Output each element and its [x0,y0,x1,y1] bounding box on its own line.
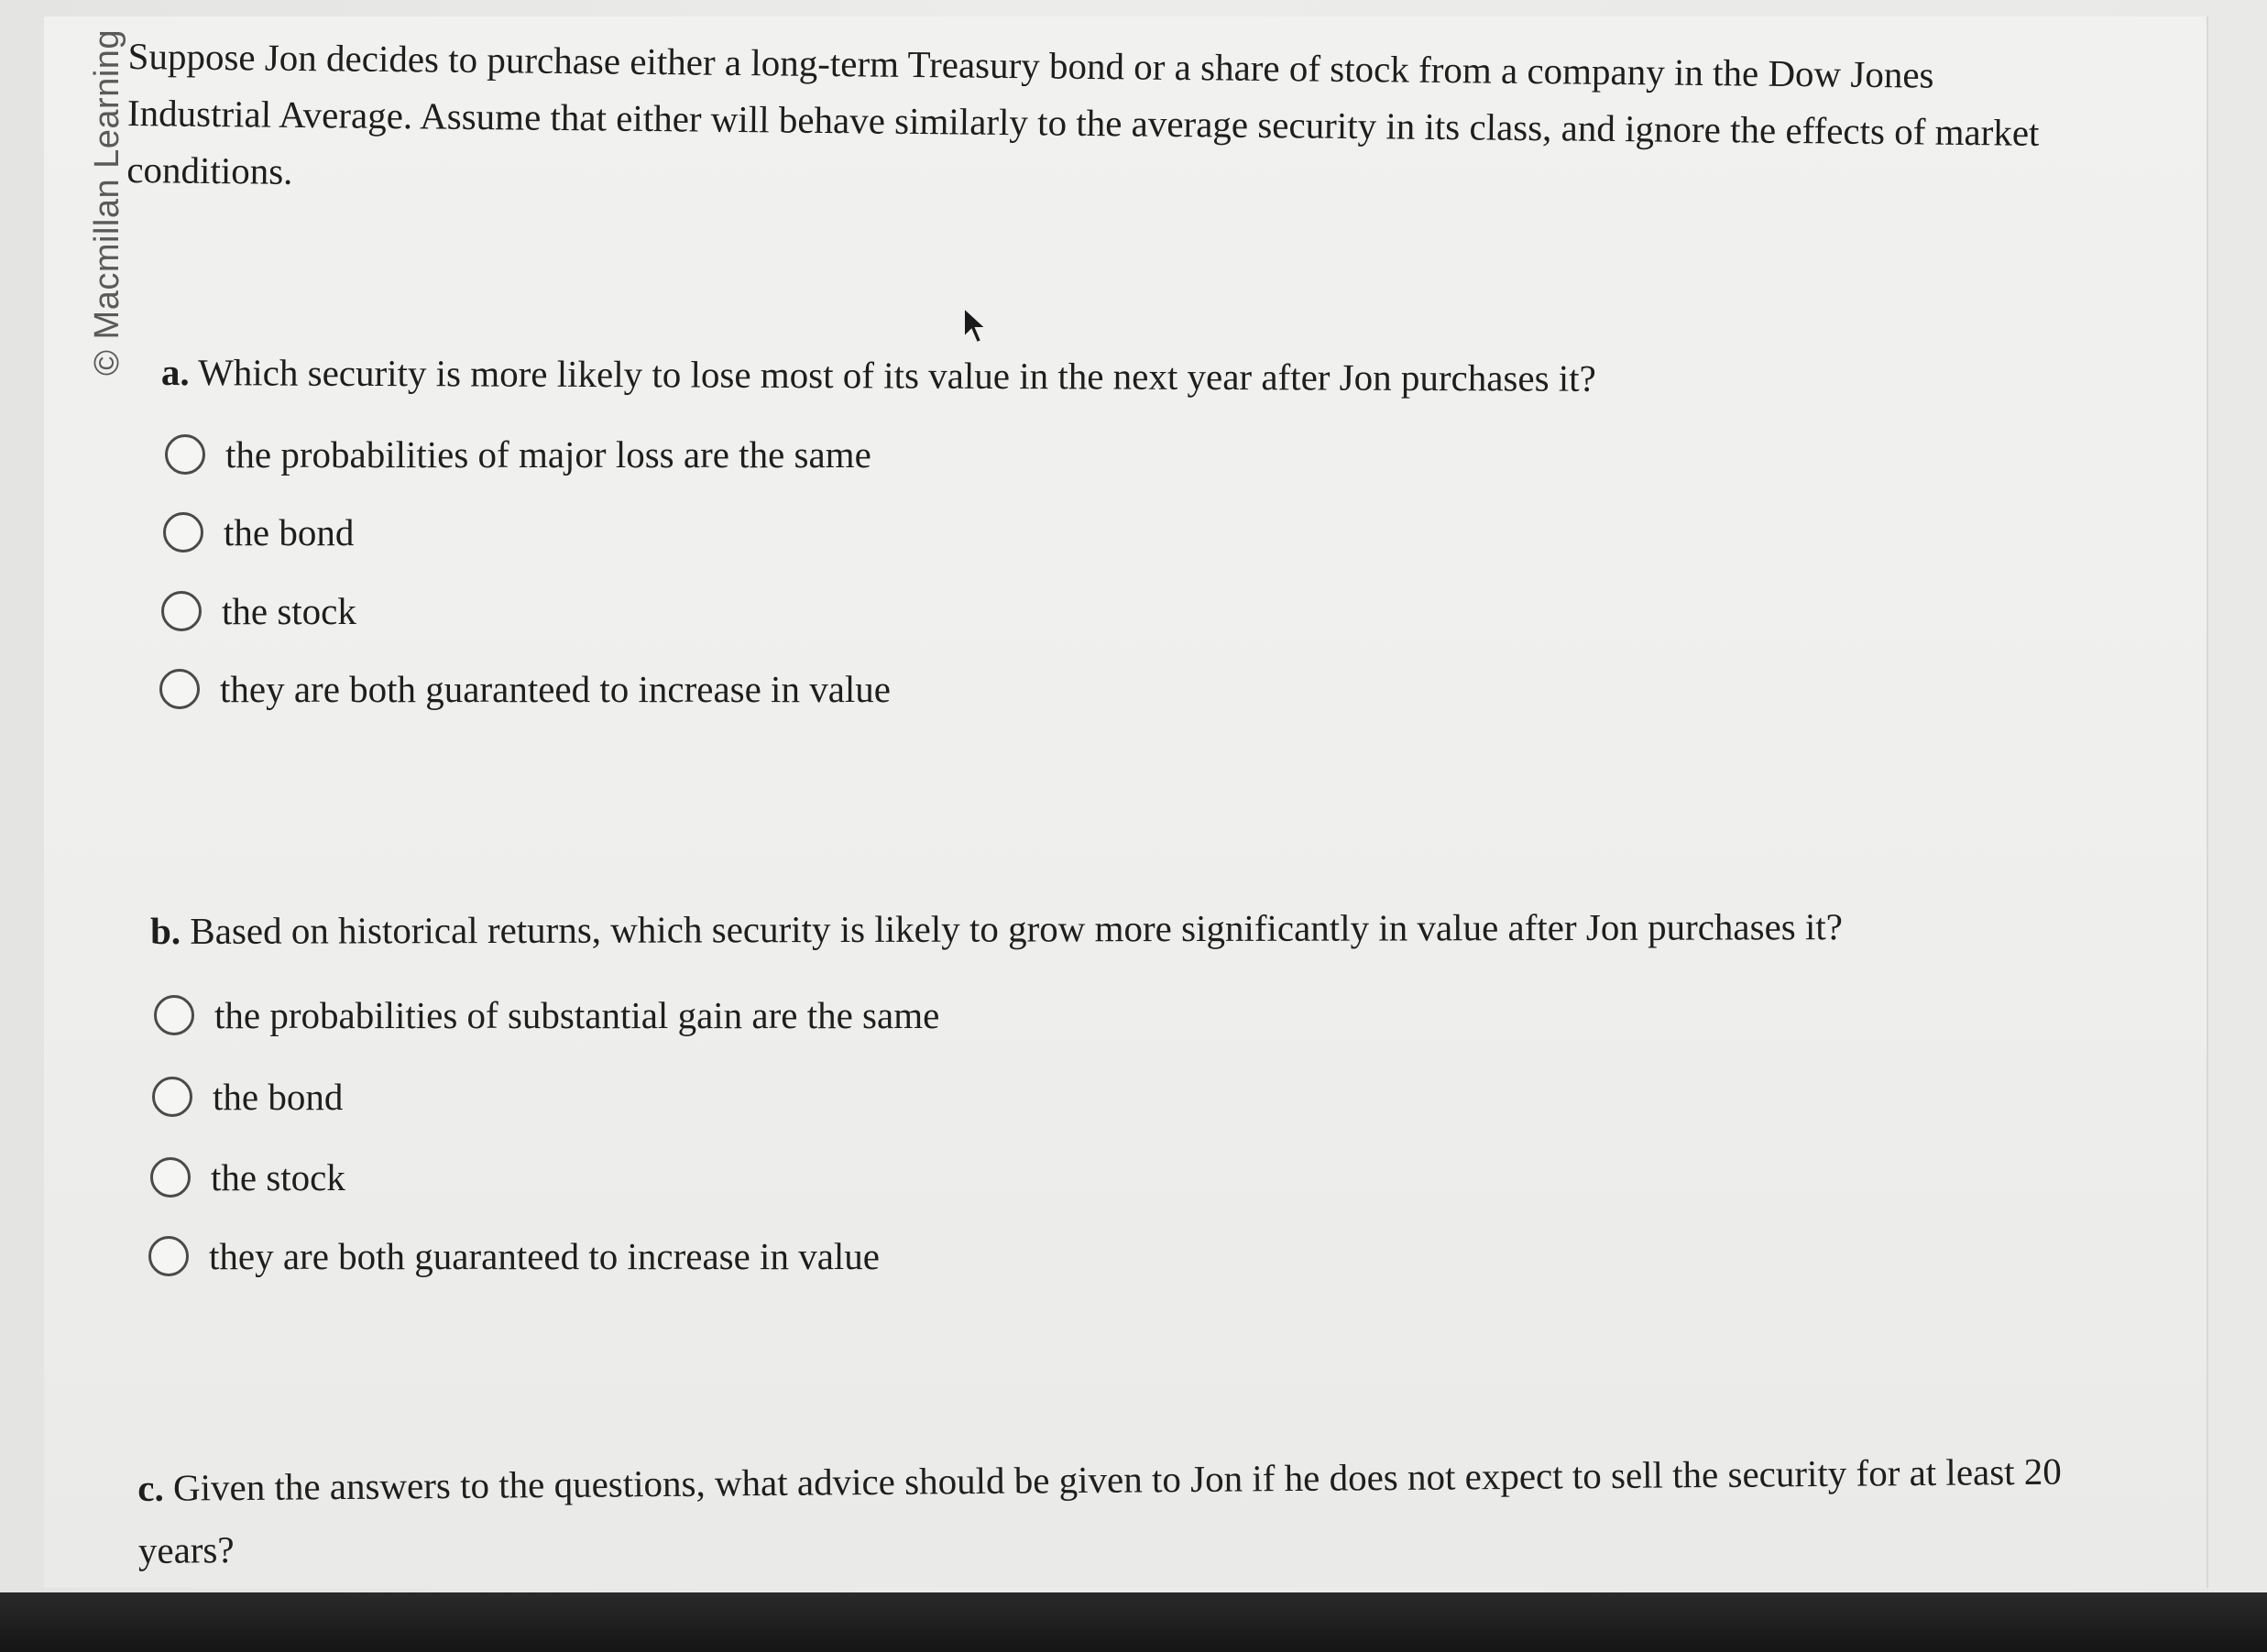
option-label: the bond [224,511,355,553]
monitor-bezel [0,1592,2267,1652]
radio-button[interactable] [163,512,203,552]
question-a-letter: a. [160,350,190,394]
option-label: the probabilities of major loss are the same [225,433,871,476]
question-b [150,901,1843,957]
radio-button[interactable] [148,1236,189,1276]
option-label: they are both guaranteed to increase in value [220,668,891,710]
option-label: they are both guaranteed to increase in value [209,1235,880,1277]
radio-button[interactable] [154,995,194,1035]
question-b-option-1[interactable] [154,990,939,1041]
radio-button[interactable] [150,1157,191,1198]
question-c [137,1439,2118,1581]
radio-button[interactable] [152,1077,192,1117]
question-a-text: Which security is more likely to lose most of its value in the next year after Jon purchases it? [198,351,1596,399]
question-a-option-3[interactable] [161,585,356,637]
question-b-letter: b. [150,909,181,952]
question-a-option-2[interactable] [163,507,354,558]
question-c-letter: c. [137,1466,164,1509]
option-label: the bond [213,1076,344,1118]
question-a-option-1[interactable] [165,429,871,480]
option-label: the probabilities of substantial gain are the same [214,994,940,1036]
question-panel [44,16,2208,1588]
question-b-text: Based on historical returns, which security is likely to grow more significantly in value after Jon purchases it? [190,905,1843,952]
question-b-option-2[interactable] [152,1071,343,1122]
problem-statement: Suppose Jon decides to purchase either a long-term Treasury bond or a share of stock from a company in the Dow Jones Industrial Average. Assume that either will behave similarly to the average security in its class, and ignore the effects of market conditions. [126,34,2040,192]
question-b-option-4[interactable] [148,1231,880,1282]
radio-button[interactable] [165,434,205,475]
copyright-watermark: © Macmillan Learning [88,28,126,376]
mouse-pointer-icon [962,306,990,346]
question-c-text: Given the answers to the questions, what advice should be given to Jon if he does not expect to sell the security for at least 20 years? [137,1450,2063,1571]
question-a-option-4[interactable] [159,663,891,715]
question-a [161,346,1596,404]
question-b-option-3[interactable] [150,1152,345,1203]
option-label: the stock [222,590,356,632]
option-label: the stock [211,1156,345,1198]
radio-button[interactable] [159,669,200,709]
radio-button[interactable] [161,591,202,631]
